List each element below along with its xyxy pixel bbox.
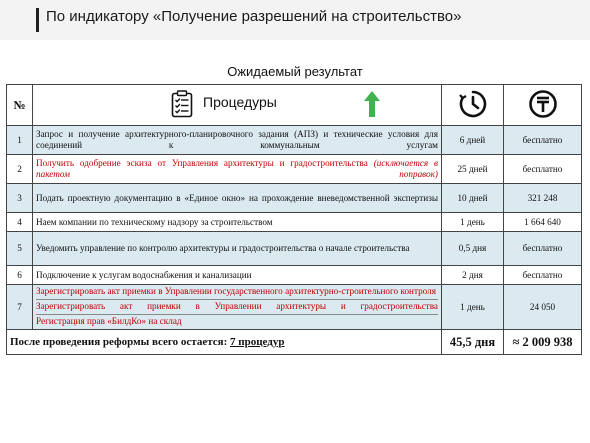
col-header-cost <box>504 85 582 126</box>
row-number: 2 <box>7 155 33 184</box>
procedure-text: Наем компании по техническому надзору за строительством <box>33 213 442 232</box>
col-header-time <box>442 85 504 126</box>
row-number: 1 <box>7 126 33 155</box>
table-header-row <box>7 85 582 126</box>
table-row <box>7 266 582 285</box>
header-accent-bar <box>36 8 39 32</box>
col-header-number: № <box>7 85 33 126</box>
slide-header <box>0 0 590 40</box>
total-label <box>7 330 442 355</box>
sub-procedure: Регистрация прав «БилдКо» на склад <box>36 316 182 326</box>
col-header-procedures <box>33 85 442 126</box>
procedure-cost: 1 664 640 <box>504 213 582 232</box>
procedure-text: Уведомить управление по контролю архитектуры и градостроительства о начале строительства <box>33 232 442 266</box>
row-number: 7 <box>7 285 33 330</box>
procedure-cost: бесплатно <box>504 126 582 155</box>
arrow-up-icon <box>363 90 381 121</box>
total-cost: ≈ 2 009 938 <box>504 330 582 355</box>
procedure-cost: бесплатно <box>504 266 582 285</box>
procedure-note: (исключается в пакетом поправок) <box>36 158 439 179</box>
checklist-icon <box>171 90 193 121</box>
sub-procedure: Зарегистрировать акт приемки в Управлении государственного архитектурно-строительного контроля <box>36 285 438 300</box>
table-row <box>7 184 582 213</box>
table-row <box>7 213 582 232</box>
procedures-table <box>6 84 582 355</box>
table-row <box>7 126 582 155</box>
procedure-text: Подключение к услугам водоснабжения и канализации <box>33 266 442 285</box>
total-procedures: 7 процедур <box>229 335 285 348</box>
procedure-text: Подать проектную документацию в «Единое окно» на прохождение вневедомственной экспертизы <box>33 184 442 213</box>
procedure-group <box>33 285 442 330</box>
procedure-text: Запрос и получение архитектурного-планировочного задания (АПЗ) и технические условия для соединений к коммунальным услугам <box>33 126 442 155</box>
total-row <box>7 330 582 355</box>
procedures-label: Процедуры <box>203 94 277 110</box>
tenge-coin-icon <box>528 111 558 121</box>
procedure-days: 10 дней <box>442 184 504 213</box>
total-days: 45,5 дня <box>442 330 504 355</box>
table-row <box>7 232 582 266</box>
procedure-cost: бесплатно <box>504 155 582 184</box>
procedure-text <box>33 155 442 184</box>
procedure-cost: 24 050 <box>504 285 582 330</box>
row-number: 4 <box>7 213 33 232</box>
page-title: По индикатору «Получение разрешений на строительство» <box>46 8 462 25</box>
clock-icon <box>458 111 488 121</box>
sub-procedure: Зарегистрировать акт приемки в Управлении архитектуры и градостроительства <box>36 300 438 315</box>
procedure-cost: 321 248 <box>504 184 582 213</box>
procedure-days: 1 день <box>442 213 504 232</box>
table-caption: Ожидаемый результат <box>227 64 363 79</box>
procedure-days: 2 дня <box>442 266 504 285</box>
procedure-cost: бесплатно <box>504 232 582 266</box>
total-label-text: После проведения реформы всего остается: <box>10 335 230 348</box>
row-number: 5 <box>7 232 33 266</box>
row-number: 3 <box>7 184 33 213</box>
table-row <box>7 155 582 184</box>
table-row <box>7 285 582 330</box>
procedure-main-text: Получить одобрение эскиза от Управления архитектуры и градостроительства <box>36 158 368 168</box>
row-number: 6 <box>7 266 33 285</box>
procedure-days: 1 день <box>442 285 504 330</box>
procedure-days: 6 дней <box>442 126 504 155</box>
procedure-days: 0,5 дня <box>442 232 504 266</box>
procedure-days: 25 дней <box>442 155 504 184</box>
